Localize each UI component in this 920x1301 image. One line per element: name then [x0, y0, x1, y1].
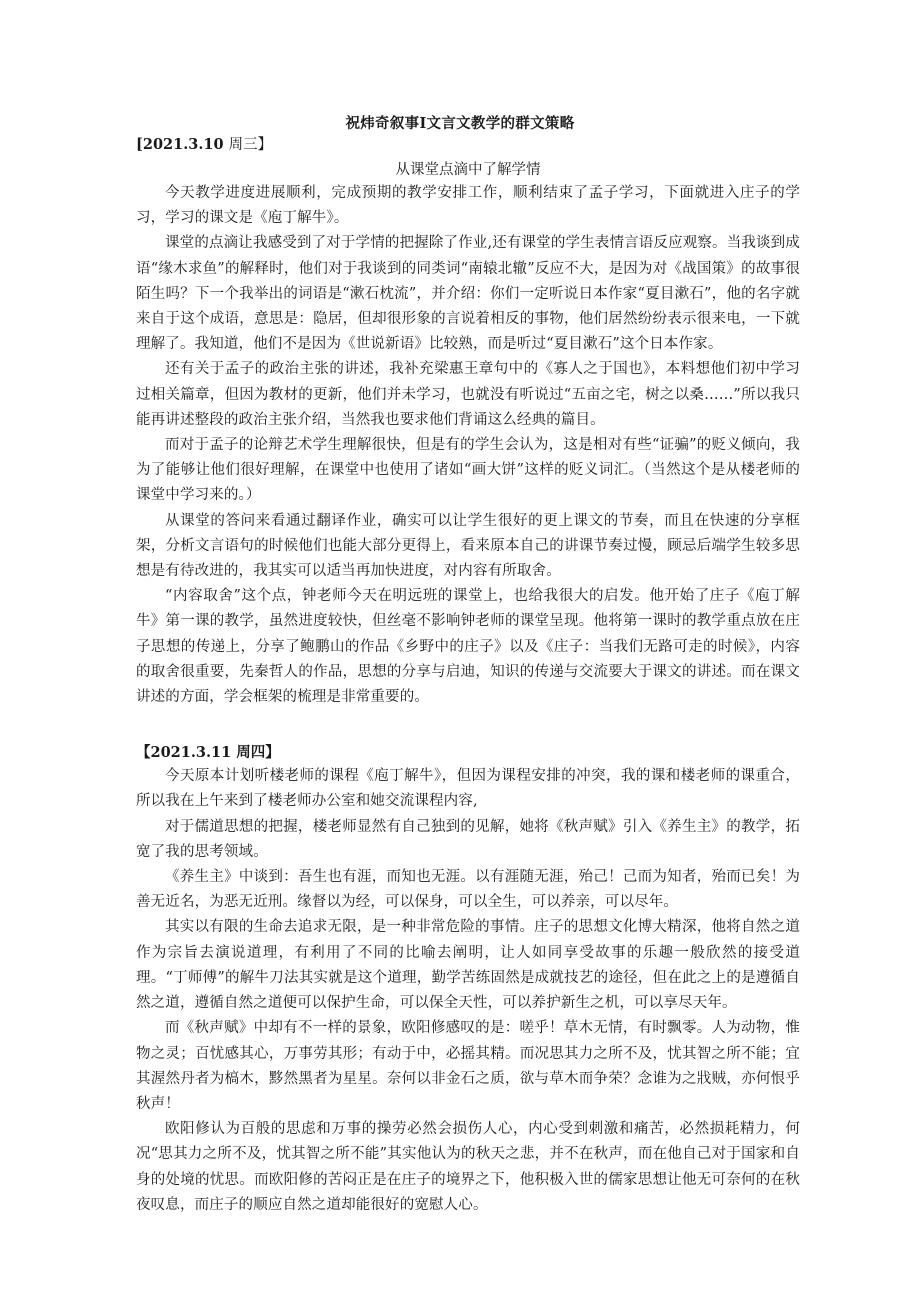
paragraph: 《养生主》中谈到：吾生也有涯，而知也无涯。以有涯随无涯，殆己！己而为知者，殆而已矣！为善无近名，为恶无近刑。缘督以为经，可以保身，可以全生，可以养亲，可以尽年。 — [136, 869, 800, 911]
paragraph: “内容取舍”这个点，钟老师今天在明远班的课堂上，也给我很大的启发。他开始了庄子《庖丁解牛》第一课的教学，虽然进度较快，但丝毫不影响钟老师的课堂呈现。他将第一课时的教学重点放在庄子思想的传递上，分享了鲍鹏山的作品《乡野中的庄子》以及《庄子：当我们无路可走的时候》，内容的取舍很重要，先秦哲人的作品，思想的分享与启迪，知识的传递与交流要大于课文的讲述。而在课文讲述的方面，学会框架的梳理是非常重要的。 — [136, 588, 800, 706]
entry-weekday: 周三】 — [228, 137, 273, 153]
paragraph: 今天原本计划听楼老师的课程《庖丁解牛》，但因为课程安排的冲突，我的课和楼老师的课重合，所以我在上午来到了楼老师办公室和她交流课程内容, — [136, 768, 800, 810]
paragraph: 从课堂的答问来看通过翻译作业，确实可以让学生很好的更上课文的节奏，而且在快速的分享框架，分析文言语句的时候他们也能大部分更得上，看来原本自己的讲课节奏过慢，顾忌后端学生较多思想是有待改进的，我其实可以适当再加快进度，对内容有所取舍。 — [136, 512, 800, 580]
paragraph: 而对于孟子的论辩艺术学生理解很快，但是有的学生会认为，这是相对有些“证骗”的贬义倾向，我为了能够让他们很好理解，在课堂中也使用了诸如“画大饼”这样的贬义词汇。（当然这个是从楼老师的课堂中学习来的。） — [136, 437, 800, 504]
paragraph: 还有关于孟子的政治主张的讲述，我补充梁惠王章句中的《寡人之于国也》，本料想他们初中学习过相关篇章，但因为教材的更新，他们并未学习，也就没有听说过“五亩之宅，树之以桑……”所以我只能再讲述整段的政治主张介绍，当然我也要求他们背诵这么经典的篇目。 — [136, 361, 800, 428]
section-title: 从课堂点滴中了解学情 — [395, 162, 541, 178]
document-title: 祝炜奇叙事I文言文教学的群文策略 — [345, 115, 575, 132]
paragraph: 而《秋声赋》中却有不一样的景象，欧阳修感叹的是：嗟乎！草木无情，有时飘零。人为动物，惟物之灵；百忧感其心，万事劳其形；有动于中，必摇其精。而况思其力之所不及，忧其智之所不能；宜其渥然丹者为槁木，黟然黑者为星星。奈何以非金石之质，欲与草木而争荣？念谁为之戕贼，亦何恨乎秋声！ — [136, 1020, 800, 1112]
paragraph: 其实以有限的生命去追求无限，是一种非常危险的事情。庄子的思想文化博大精深，他将自然之道作为宗旨去演说道理，有利用了不同的比喻去阐明，让人如同享受故事的乐趣一般欣然的接受道理。“丁师傅”的解牛刀法其实就是这个道理，勤学苦练固然是成就技艺的途径，但在此之上的是遵循自然之道，遵循自然之道便可以保护生命，可以保全天性，可以养护新生之机，可以享尽天年。 — [136, 919, 800, 1012]
paragraph: 欧阳修认为百般的思虑和万事的操劳必然会损伤人心，内心受到刺激和痛苦，必然损耗精力，何况“思其力之所不及，忧其智之所不能”其实他认为的秋天之悲，并不在秋声，而在他自己对于国家和自身的处境的忧思。而欧阳修的苦闷正是在庄子的境界之下，他积极入世的儒家思想让他无可奈何的在秋夜叹息，而庄子的顺应自然之道却能很好的宽慰人心。 — [136, 1121, 800, 1213]
entry-date-heading: 【2021.3.11 周四】 — [136, 744, 280, 762]
entry-date-heading — [136, 134, 800, 156]
section-spacer — [136, 710, 800, 732]
paragraph: 今天教学进度进展顺利，完成预期的教学安排工作，顺利结束了孟子学习，下面就进入庄子的学习，学习的课文是《庖丁解牛》。 — [136, 185, 800, 227]
paragraph: 课堂的点滴让我感受到了对于学情的把握除了作业,还有课堂的学生表情言语反应观察。当我谈到成语“缘木求鱼”的解释时，他们对于我谈到的同类词“南辕北辙”反应不大，是因为对《战国策》的故事很陌生吗？下一个我举出的词语是“漱石枕流”，并介绍：你们一定听说日本作家“夏目漱石”，他的名字就来自于这个成语，意思是：隐居，但却很形象的言说着相反的事物，他们居然纷纷表示很来电，一下就理解了。我知道，他们不是因为《世说新语》比较熟，而是听过“夏目漱石”这个日本作家。 — [136, 235, 800, 353]
document-body — [136, 134, 800, 1218]
entry-date: [2021.3.10 — [136, 136, 224, 153]
paragraph: 对于儒道思想的把握，楼老师显然有自己独到的见解，她将《秋声赋》引入《养生主》的教学，拓宽了我的思考领域。 — [136, 818, 800, 860]
